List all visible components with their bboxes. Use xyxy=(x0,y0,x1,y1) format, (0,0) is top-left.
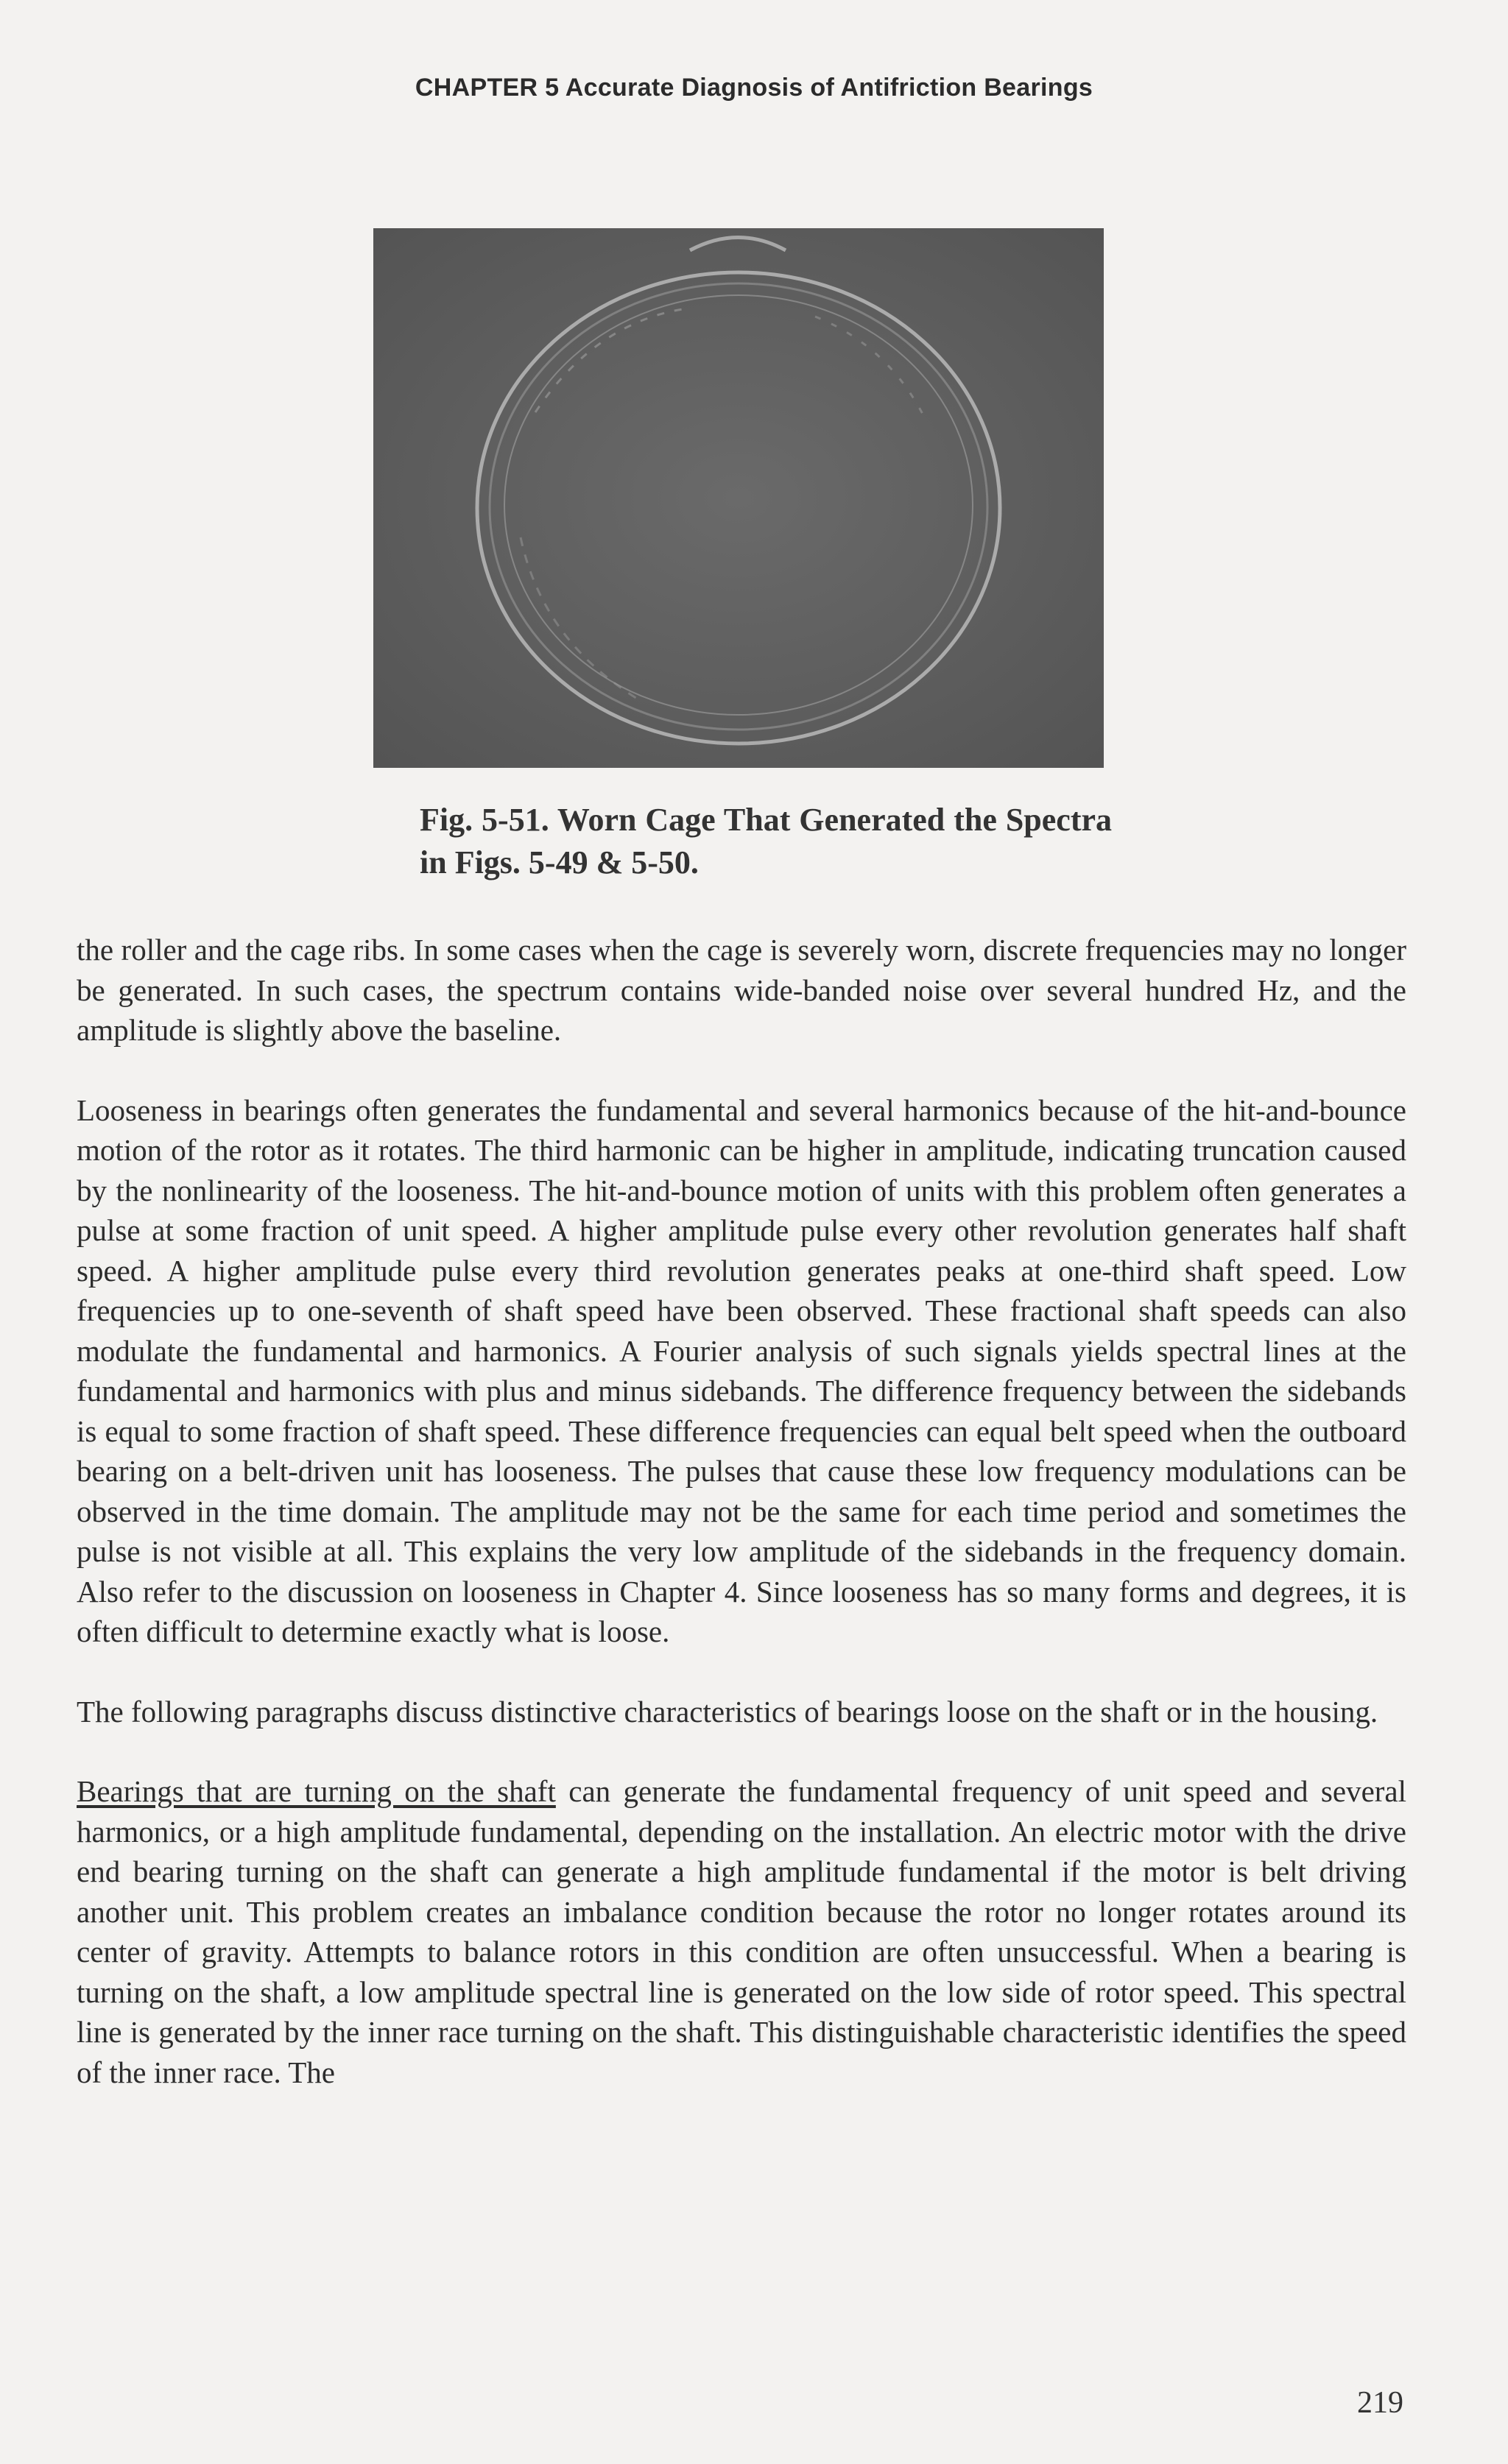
figure-caption: Fig. 5-51. Worn Cage That Generated the Spectra in Figs. 5-49 & 5-50. xyxy=(420,802,1112,880)
worn-cage-photo xyxy=(373,228,1104,768)
underlined-lead: Bearings that are turning on the shaft xyxy=(77,1774,556,1808)
paragraph-intro-characteristics: The following paragraphs discuss distinctive characteristics of bearings loose on the shaft or in the housing. xyxy=(77,1694,1378,1729)
paragraph-looseness: Looseness in bearings often generates the fundamental and several harmonics because of the hit-and-bounce motion of the rotor as it rotates. The third harmonic can be higher in amplitude, indicating truncation caused by the nonlinearity of the looseness. The hit-and-bounce motion of units with this problem often generates a pulse at some fraction of unit speed. A higher amplitude pulse every other revolution generates half shaft speed. A higher amplitude pulse every third revolution generates peaks at one-third shaft speed. Low frequencies up to one-seventh of shaft speed have been observed. These fractional shaft speeds can also modulate the fundamental and harmonics. A Fourier analysis of such signals yields spectral lines at the fundamental and harmonics with plus and minus sidebands. The difference frequency between the sidebands is equal to some fraction of shaft speed. These difference frequencies can equal belt speed when the outboard bearing on a belt-driven unit has looseness. The pulses that cause these low frequency modulations can be observed in the time domain. The amplitude may not be the same for each time period and sometimes the pulse is not visible at all. This explains the very low amplitude of the sidebands in the frequency domain. Also refer to the discussion on looseness in Chapter 4. Since looseness has so many forms and degrees, it is often difficult to determine exactly what is loose. xyxy=(77,1092,1406,1648)
body-text xyxy=(77,930,1406,2132)
paragraph-turning-on-shaft xyxy=(77,1771,1406,2092)
paragraph-turning-text: can generate the fundamental frequency of unit speed and several harmonics, or a high amplitude fundamental, depending on the installation. An electric motor with the drive end bearing turning on the shaft can generate a high amplitude fundamental if the motor is belt driving another unit. This problem creates an imbalance condition because the rotor no longer rotates around its center of gravity. Attempts to balance rotors in this condition are often unsuccessful. When a bearing is turning on the shaft, a low amplitude spectral line is generated on the low side of rotor speed. This spectral line is generated by the inner race turning on the shaft. This distinguishable characteristic identifies the speed of the inner race. The xyxy=(77,1774,1407,2089)
paragraph-cage-wear: the roller and the cage ribs. In some cases when the cage is severely worn, discrete frequencies may no longer be generated. In such cases, the spectrum contains wide-banded noise over several hundred Hz, and the amplitude is slightly above the baseline. xyxy=(77,933,1406,1047)
chapter-header: CHAPTER 5 Accurate Diagnosis of Antifriction Bearings xyxy=(415,74,1093,102)
page-number: 219 xyxy=(1357,2386,1403,2420)
